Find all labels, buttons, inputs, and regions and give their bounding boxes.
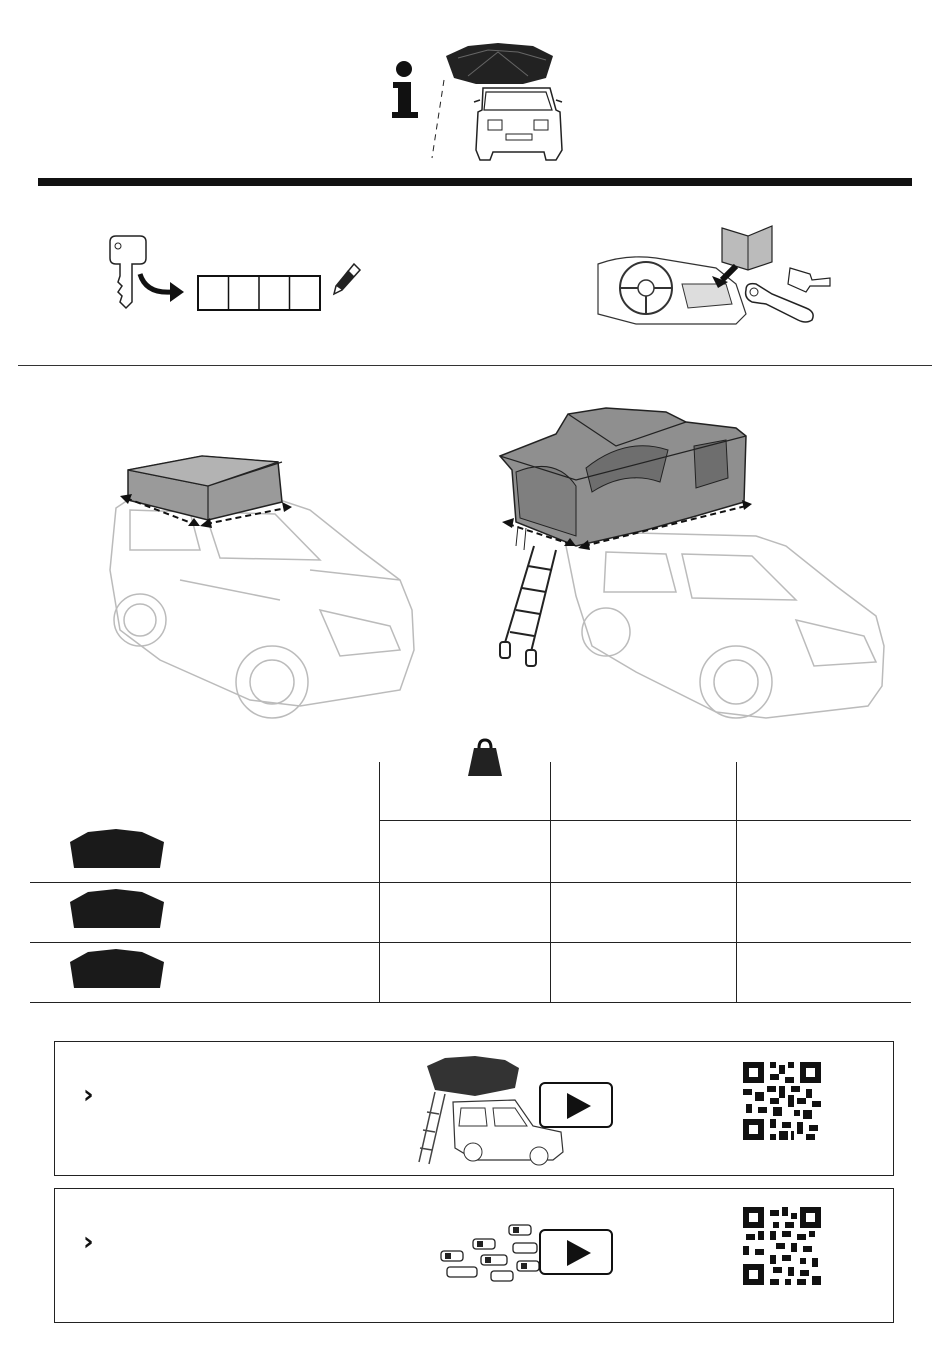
- code-boxes: [197, 275, 321, 311]
- table-row-line-2: [30, 942, 911, 943]
- table-header-line: [379, 820, 911, 821]
- video-panel-brackets: [54, 1188, 894, 1323]
- info-icon: [388, 60, 422, 120]
- open-tent-with-ladder-illustration: [496, 406, 886, 722]
- qr-code[interactable]: [743, 1062, 821, 1140]
- weight-icon: [466, 738, 504, 778]
- mounting-brackets-video-illustration: [433, 1217, 543, 1289]
- play-icon: [567, 1240, 591, 1266]
- arrow-icon: [138, 270, 188, 306]
- closed-tent-on-roof-illustration: [100, 450, 430, 725]
- table-row-line-3: [30, 1002, 911, 1003]
- tent-silhouette-icon: [68, 828, 166, 870]
- tent-on-car-front-illustration: [428, 40, 573, 165]
- tent-silhouette-icon: [68, 948, 166, 990]
- tent-silhouette-icon: [68, 888, 166, 930]
- qr-code[interactable]: [743, 1207, 821, 1285]
- header-divider: [38, 178, 912, 186]
- play-video-button[interactable]: [539, 1229, 613, 1275]
- play-icon: [567, 1093, 591, 1119]
- play-video-button[interactable]: [539, 1082, 613, 1128]
- chevron-right-icon: ›: [83, 1080, 94, 1110]
- pen-icon: [330, 262, 362, 298]
- video-panel-tent: [54, 1041, 894, 1176]
- section-divider: [18, 365, 932, 366]
- manual-in-glovebox-illustration: [596, 224, 836, 328]
- table-row-line-1: [30, 882, 911, 883]
- chevron-right-icon: ›: [83, 1227, 94, 1257]
